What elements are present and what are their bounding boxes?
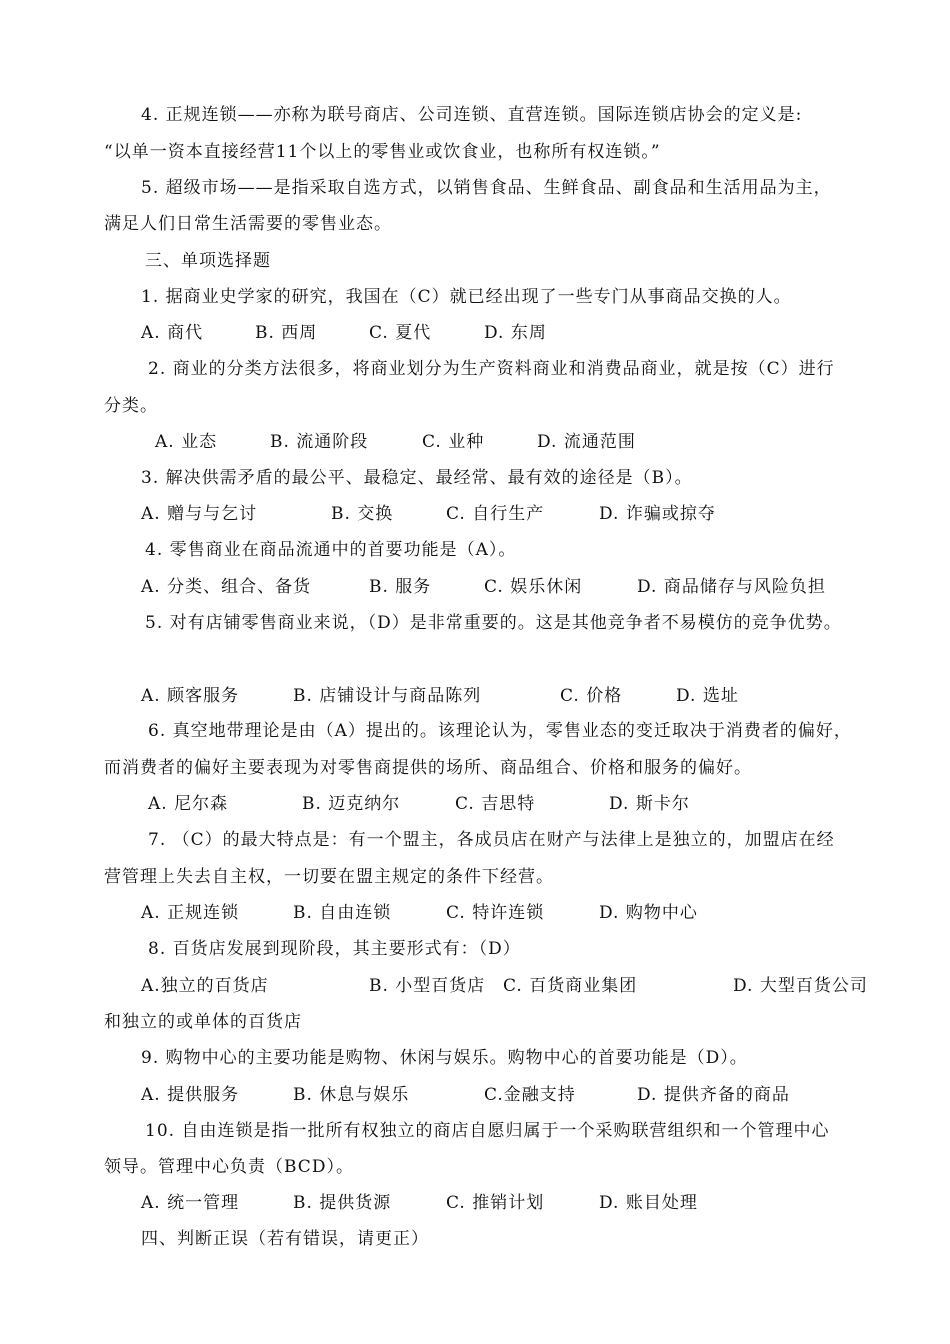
q7-option-c: C. 特许连锁 — [446, 903, 545, 923]
q3-option-d: D. 诈骗或掠夺 — [599, 504, 716, 524]
q6-option-b: B. 迈克纳尔 — [302, 794, 401, 814]
q4-option-b: B. 服务 — [369, 577, 432, 597]
q8-option-b: B. 小型百货店 — [369, 976, 486, 996]
q10-option-a: A. 统一管理 — [141, 1193, 240, 1213]
q1-option-c: C. 夏代 — [369, 323, 432, 343]
q9-option-b: B. 休息与娱乐 — [293, 1085, 410, 1105]
question-2-line-2: 分类。 — [104, 396, 158, 416]
q6-option-c: C. 吉思特 — [455, 794, 536, 814]
q1-option-a: A. 商代 — [141, 323, 204, 343]
question-7-line-2: 营管理上失去自主权，一切要在盟主规定的条件下经营。 — [104, 867, 554, 887]
definition-5-line-2: 满足人们日常生活需要的零售业态。 — [104, 214, 392, 234]
question-10-line-1: 10. 自由连锁是指一批所有权独立的商店自愿归属于一个采购联营组织和一个管理中心 — [145, 1121, 830, 1141]
question-2-line-1: 2. 商业的分类方法很多，将商业划分为生产资料商业和消费品商业，就是按（C）进行 — [148, 359, 835, 379]
q8-option-a: A.独立的百货店 — [141, 976, 269, 996]
q5-option-c: C. 价格 — [560, 686, 623, 706]
q2-option-c: C. 业种 — [422, 432, 485, 452]
q5-option-b: B. 店铺设计与商品陈列 — [293, 686, 482, 706]
q10-option-d: D. 账目处理 — [599, 1193, 698, 1213]
q2-option-d: D. 流通范围 — [537, 432, 636, 452]
q1-option-d: D. 东周 — [484, 323, 547, 343]
definition-4-line-2: “以单一资本直接经营11个以上的零售业或饮食业，也称所有权连锁。” — [104, 142, 661, 162]
q6-option-a: A. 尼尔森 — [148, 794, 229, 814]
q3-option-a: A. 赠与与乞讨 — [141, 504, 258, 524]
question-1: 1. 据商业史学家的研究，我国在（C）就已经出现了一些专门从事商品交换的人。 — [141, 287, 792, 307]
definition-4-line-1: 4. 正规连锁——亦称为联号商店、公司连锁、直营连锁。国际连锁店协会的定义是: — [141, 105, 803, 125]
q3-option-b: B. 交换 — [331, 504, 394, 524]
q8-option-d-continuation: 和独立的或单体的百货店 — [104, 1012, 302, 1032]
q4-option-a: A. 分类、组合、备货 — [141, 577, 312, 597]
q10-option-b: B. 提供货源 — [293, 1193, 392, 1213]
q4-option-c: C. 娱乐休闲 — [484, 577, 583, 597]
question-4: 4. 零售商业在商品流通中的首要功能是（A）。 — [145, 540, 517, 560]
q10-option-c: C. 推销计划 — [446, 1193, 545, 1213]
q8-option-d: D. 大型百货公司 — [733, 976, 868, 996]
question-6-line-1: 6. 真空地带理论是由（A）提出的。该理论认为，零售业态的变迁取决于消费者的偏好， — [148, 721, 852, 741]
question-6-line-2: 而消费者的偏好主要表现为对零售商提供的场所、商品组合、价格和服务的偏好。 — [104, 758, 752, 778]
definition-5-line-1: 5. 超级市场——是指采取自选方式，以销售食品、生鲜食品、副食品和生活用品为主， — [141, 178, 832, 198]
q7-option-d: D. 购物中心 — [599, 903, 698, 923]
question-8: 8. 百货店发展到现阶段，其主要形式有：（D） — [148, 939, 521, 959]
q5-option-a: A. 顾客服务 — [141, 686, 240, 706]
q9-option-c: C.金融支持 — [484, 1085, 576, 1105]
q3-option-c: C. 自行生产 — [446, 504, 545, 524]
q8-option-c: C. 百货商业集团 — [503, 976, 638, 996]
section-4-heading: 四、判断正误（若有错误，请更正） — [141, 1229, 429, 1249]
question-10-line-2: 领导。管理中心负责（BCD）。 — [104, 1157, 354, 1177]
q6-option-d: D. 斯卡尔 — [609, 794, 690, 814]
question-5: 5. 对有店铺零售商业来说，（D）是非常重要的。这是其他竞争者不易模仿的竞争优势。 — [145, 613, 842, 633]
q2-option-a: A. 业态 — [155, 432, 218, 452]
q9-option-a: A. 提供服务 — [141, 1085, 240, 1105]
section-3-heading: 三、单项选择题 — [145, 251, 271, 271]
q5-option-d: D. 选址 — [676, 686, 739, 706]
q4-option-d: D. 商品储存与风险负担 — [637, 577, 826, 597]
q2-option-b: B. 流通阶段 — [270, 432, 369, 452]
q9-option-d: D. 提供齐备的商品 — [637, 1085, 790, 1105]
question-3: 3. 解决供需矛盾的最公平、最稳定、最经常、最有效的途径是（B）。 — [141, 468, 693, 488]
q7-option-b: B. 自由连锁 — [293, 903, 392, 923]
q1-option-b: B. 西周 — [255, 323, 318, 343]
q7-option-a: A. 正规连锁 — [141, 903, 240, 923]
question-9: 9. 购物中心的主要功能是购物、休闲与娱乐。购物中心的首要功能是（D）。 — [141, 1048, 748, 1068]
question-7-line-1: 7. （C）的最大特点是：有一个盟主，各成员店在财产与法律上是独立的，加盟店在经 — [148, 830, 835, 850]
